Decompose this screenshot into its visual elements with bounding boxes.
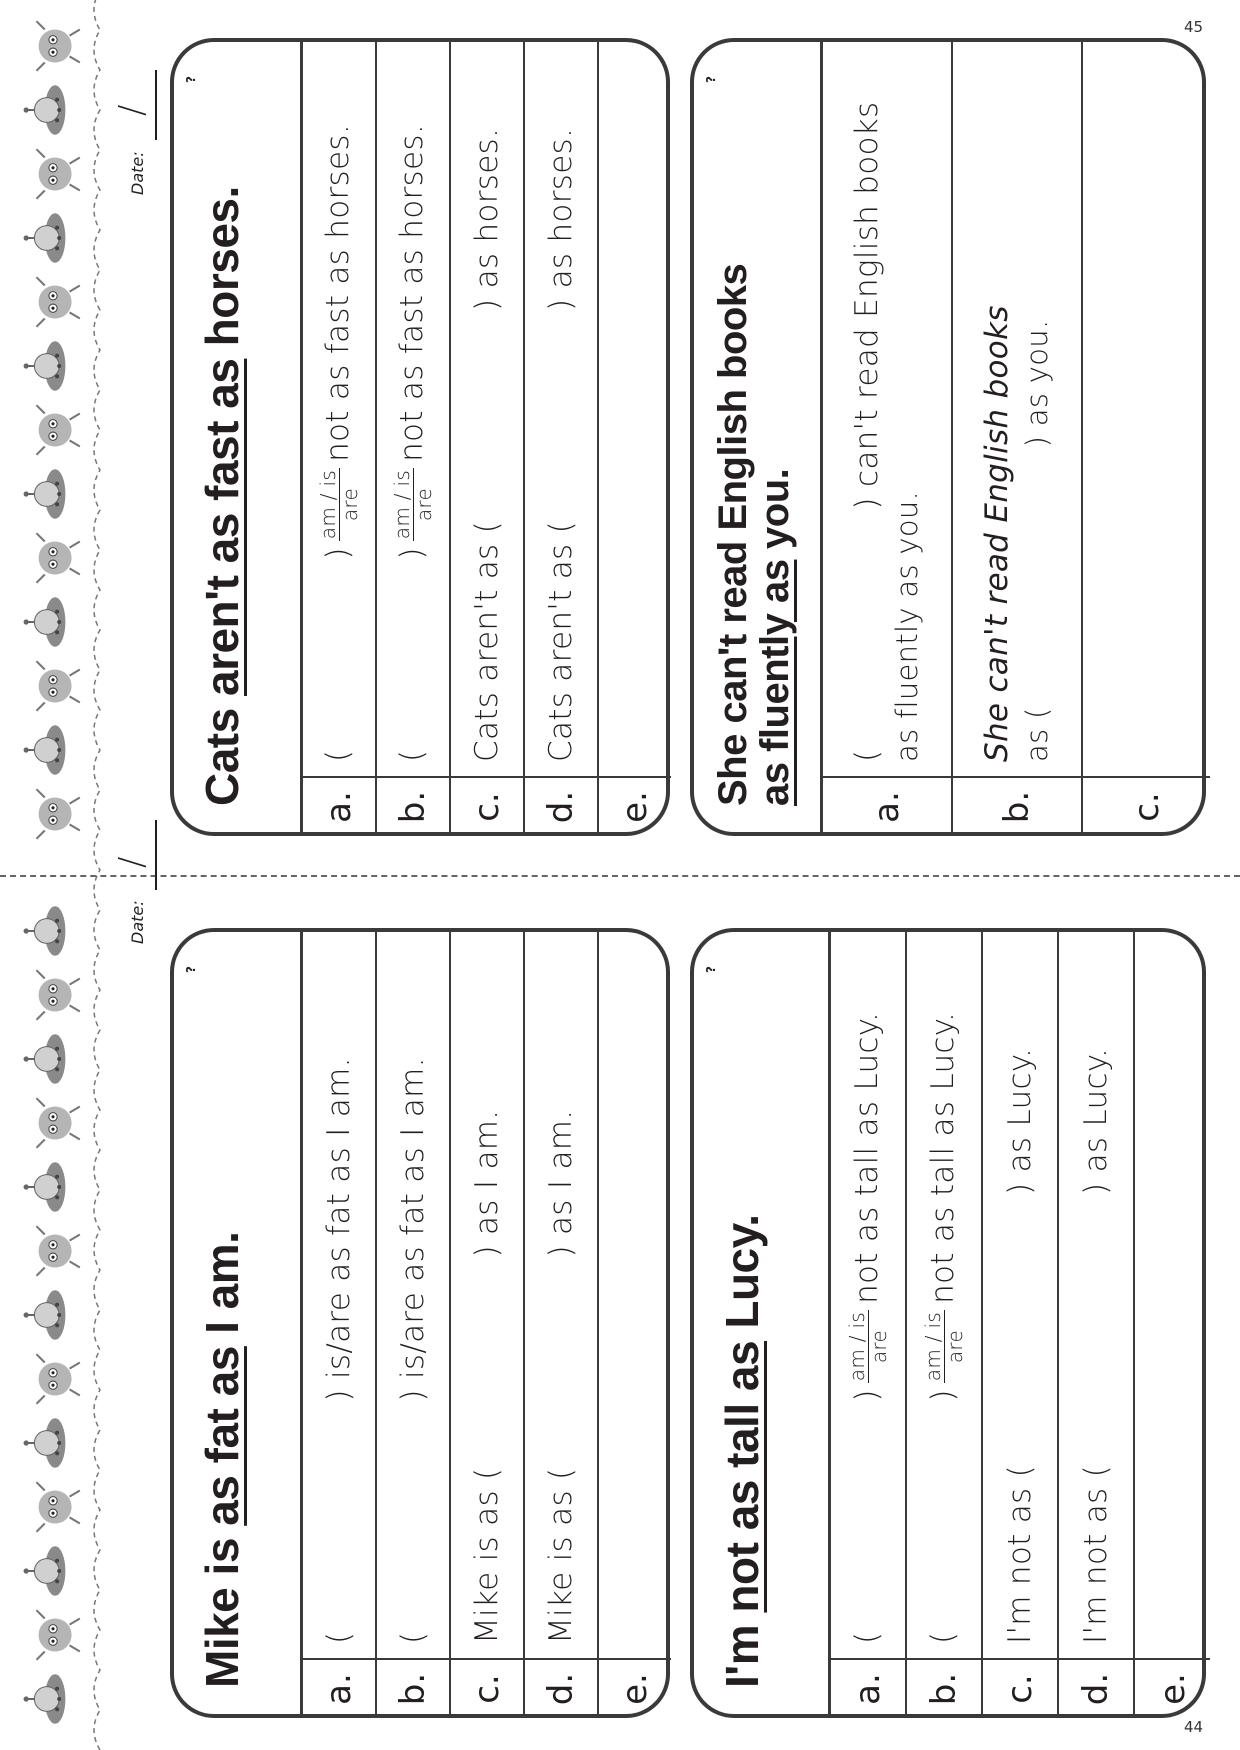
row-letter: e. <box>599 776 671 836</box>
row-letter: b. <box>907 1658 981 1718</box>
row-letter: c. <box>451 776 523 836</box>
alien-icon <box>22 900 84 962</box>
row-letter: d. <box>525 776 597 836</box>
cut-line <box>0 875 1240 877</box>
table-row <box>983 928 1059 1718</box>
question-mark: ? <box>704 966 718 973</box>
row-letter: c. <box>983 1658 1057 1718</box>
alien-icon <box>22 1540 84 1602</box>
row-text[interactable]: () am / is are not as fast as horses. <box>315 124 362 762</box>
alien-icon <box>22 783 84 845</box>
alien-icon <box>22 271 84 333</box>
row-text[interactable]: () is/are as fat as I am. <box>395 1057 431 1644</box>
row-letter: a. <box>831 1658 905 1718</box>
card-title: Cats aren't as fast as horses. <box>196 186 248 806</box>
row-letter: b. <box>377 1658 449 1718</box>
row-letter: e. <box>599 1658 671 1718</box>
page-number-left: 44 <box>1184 1718 1204 1736</box>
table-row <box>1059 928 1135 1718</box>
question-mark: ? <box>184 76 198 83</box>
answer-table <box>820 38 1206 836</box>
card-lucy <box>690 928 1206 1718</box>
row-text[interactable]: () am / is are not as tall as Lucy. <box>920 1011 967 1644</box>
alien-icon <box>22 15 84 77</box>
alien-icon <box>22 1476 84 1538</box>
question-mark: ? <box>184 966 198 973</box>
date-slash-right: / <box>112 104 152 116</box>
card-title: Mike is as fat as I am. <box>196 1231 248 1688</box>
alien-icon <box>22 399 84 461</box>
row-letter: a. <box>823 776 951 836</box>
row-text[interactable]: Mike is as () as I am. <box>469 1109 505 1644</box>
row-letter: c. <box>1083 776 1210 836</box>
date-label-left: Date: <box>128 900 147 944</box>
row-letter: b. <box>953 776 1081 836</box>
table-row <box>525 928 599 1718</box>
row-letter: c. <box>451 1658 523 1718</box>
page-number-right: 45 <box>1184 18 1204 36</box>
table-row <box>525 38 599 836</box>
verb-choice: am / is are <box>844 1311 891 1382</box>
table-row <box>303 38 377 836</box>
row-text[interactable]: Cats aren't as () as horses. <box>469 127 505 762</box>
row-text[interactable]: I'm not as () as Lucy. <box>1078 1047 1114 1644</box>
alien-icon <box>22 79 84 141</box>
row-letter: b. <box>377 776 449 836</box>
alien-icon <box>22 655 84 717</box>
answer-table <box>300 38 670 836</box>
date-label-right: Date: <box>128 151 147 195</box>
card-mike <box>170 928 670 1718</box>
table-row <box>823 38 953 836</box>
table-row <box>451 928 525 1718</box>
answer-table <box>300 928 670 1718</box>
table-row <box>599 928 671 1718</box>
row-text[interactable]: () can't read English books as fluently as you. <box>848 101 925 762</box>
alien-icon <box>22 719 84 781</box>
alien-icon <box>22 1092 84 1154</box>
row-text[interactable]: Mike is as () as I am. <box>543 1109 579 1644</box>
date-line-right[interactable] <box>155 70 157 140</box>
table-row <box>953 38 1083 836</box>
table-row <box>831 928 907 1718</box>
row-text[interactable]: She can't read English books as () as you. <box>978 305 1055 762</box>
table-row <box>303 928 377 1718</box>
alien-icon <box>22 335 84 397</box>
verb-choice: am / is are <box>315 469 362 540</box>
alien-icon <box>22 1348 84 1410</box>
verb-choice: am / is are <box>389 469 436 540</box>
alien-icon <box>22 1156 84 1218</box>
table-row <box>451 38 525 836</box>
row-letter: a. <box>303 776 375 836</box>
alien-icon <box>22 1028 84 1090</box>
alien-icon <box>22 463 84 525</box>
row-letter: d. <box>1059 1658 1133 1718</box>
alien-icon <box>22 1604 84 1666</box>
alien-icon <box>22 1220 84 1282</box>
row-letter: e. <box>1135 1658 1210 1718</box>
alien-icon <box>22 1284 84 1346</box>
row-text[interactable]: () am / is are not as fast as horses. <box>389 124 436 762</box>
verb-choice: am / is are <box>920 1311 967 1382</box>
row-text[interactable]: Cats aren't as () as horses. <box>543 127 579 762</box>
row-text[interactable]: () is/are as fat as I am. <box>321 1057 357 1644</box>
alien-icon <box>22 964 84 1026</box>
card-title: She can't read English books as fluently as you. <box>711 263 797 806</box>
card-cats <box>170 38 670 836</box>
table-row <box>599 38 671 836</box>
answer-table <box>828 928 1206 1718</box>
card-she <box>690 38 1206 836</box>
alien-icon <box>22 207 84 269</box>
date-line-left[interactable] <box>155 820 157 890</box>
table-row <box>377 928 451 1718</box>
table-row <box>1083 38 1210 836</box>
question-mark: ? <box>704 76 718 83</box>
table-row <box>1135 928 1210 1718</box>
alien-icon <box>22 591 84 653</box>
card-title: I'm not as tall as Lucy. <box>716 1214 768 1688</box>
table-row <box>907 928 983 1718</box>
row-letter: d. <box>525 1658 597 1718</box>
row-text[interactable]: I'm not as () as Lucy. <box>1002 1047 1038 1644</box>
alien-icon <box>22 143 84 205</box>
row-text[interactable]: () am / is are not as tall as Lucy. <box>844 1011 891 1644</box>
table-row <box>377 38 451 836</box>
alien-icon <box>22 527 84 589</box>
alien-icon <box>22 1668 84 1730</box>
alien-icon <box>22 1412 84 1474</box>
row-letter: a. <box>303 1658 375 1718</box>
date-slash-left: / <box>112 856 152 868</box>
